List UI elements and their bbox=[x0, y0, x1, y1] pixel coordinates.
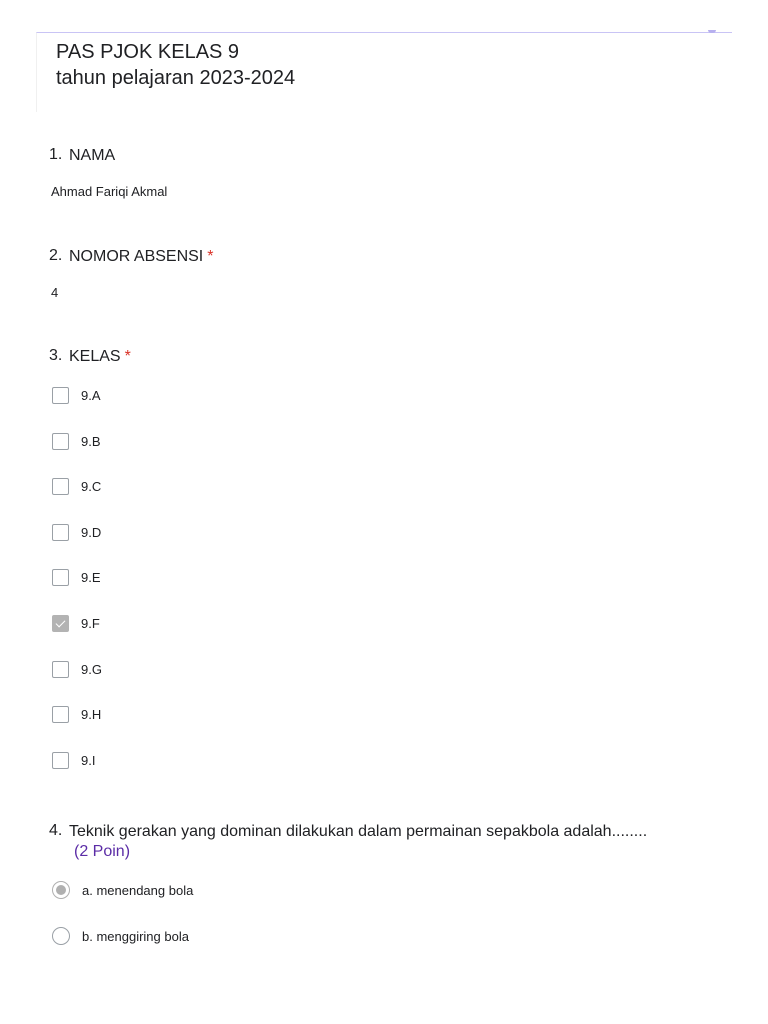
checkbox[interactable] bbox=[52, 387, 69, 404]
question-number: 2. bbox=[49, 247, 63, 264]
option-label: b. menggiring bola bbox=[82, 928, 189, 944]
question-title bbox=[69, 823, 647, 841]
option-label: 9.B bbox=[81, 433, 101, 449]
checkbox-option-9c[interactable] bbox=[52, 476, 352, 496]
question-number: 1. bbox=[49, 146, 63, 163]
question-title-text: Teknik gerakan yang dominan dilakukan dalam permainan sepakbola adalah........ bbox=[69, 823, 648, 840]
checkbox[interactable] bbox=[52, 706, 69, 723]
option-label: 9.G bbox=[81, 661, 102, 677]
checkbox-option-9h[interactable] bbox=[52, 704, 352, 724]
option-label: 9.D bbox=[81, 524, 102, 540]
checkbox-option-9b[interactable] bbox=[52, 431, 352, 451]
checkbox[interactable] bbox=[52, 661, 69, 678]
question-number: 3. bbox=[49, 347, 63, 364]
checkbox-option-9i[interactable] bbox=[52, 750, 352, 770]
checkbox[interactable] bbox=[52, 752, 69, 769]
required-asterisk: * bbox=[207, 248, 214, 265]
checkbox-option-9d[interactable] bbox=[52, 522, 352, 542]
option-label: 9.A bbox=[81, 387, 101, 403]
required-asterisk: * bbox=[124, 348, 131, 365]
option-label: 9.H bbox=[81, 706, 102, 722]
checkbox-option-9e[interactable] bbox=[52, 567, 352, 587]
question-title bbox=[69, 248, 213, 266]
option-label: 9.E bbox=[81, 569, 101, 585]
question-title-text: KELAS bbox=[69, 348, 121, 365]
checkbox-checked[interactable] bbox=[52, 615, 69, 632]
checkbox-option-9a[interactable] bbox=[52, 385, 352, 405]
checkbox[interactable] bbox=[52, 433, 69, 450]
radio-option-a[interactable] bbox=[52, 880, 352, 900]
form-header-card bbox=[36, 32, 732, 112]
option-label: 9.C bbox=[81, 478, 102, 494]
checkbox[interactable] bbox=[52, 569, 69, 586]
question-title-text: NOMOR ABSENSI bbox=[69, 248, 204, 265]
radio-option-b[interactable] bbox=[52, 926, 352, 946]
question-title bbox=[69, 147, 115, 165]
radio-button-selected[interactable] bbox=[52, 881, 70, 899]
option-label: 9.I bbox=[81, 752, 96, 768]
checkbox[interactable] bbox=[52, 478, 69, 495]
checkbox-option-9g[interactable] bbox=[52, 659, 352, 679]
option-label: a. menendang bola bbox=[82, 882, 194, 898]
question-number: 4. bbox=[49, 822, 63, 839]
checkbox-option-9f[interactable] bbox=[52, 613, 352, 633]
checkbox[interactable] bbox=[52, 524, 69, 541]
form-title: PAS PJOK KELAS 9 bbox=[56, 41, 240, 63]
points-label: (2 Poin) bbox=[74, 843, 131, 860]
option-label: 9.F bbox=[81, 615, 100, 631]
header-accent-bar bbox=[708, 30, 716, 33]
radio-button[interactable] bbox=[52, 927, 70, 945]
form-subtitle: tahun pelajaran 2023-2024 bbox=[56, 67, 296, 89]
question-title bbox=[69, 348, 131, 366]
answer-text[interactable]: 4 bbox=[51, 285, 59, 300]
question-title-text: NAMA bbox=[69, 147, 116, 164]
answer-text[interactable]: Ahmad Fariqi Akmal bbox=[51, 184, 168, 199]
